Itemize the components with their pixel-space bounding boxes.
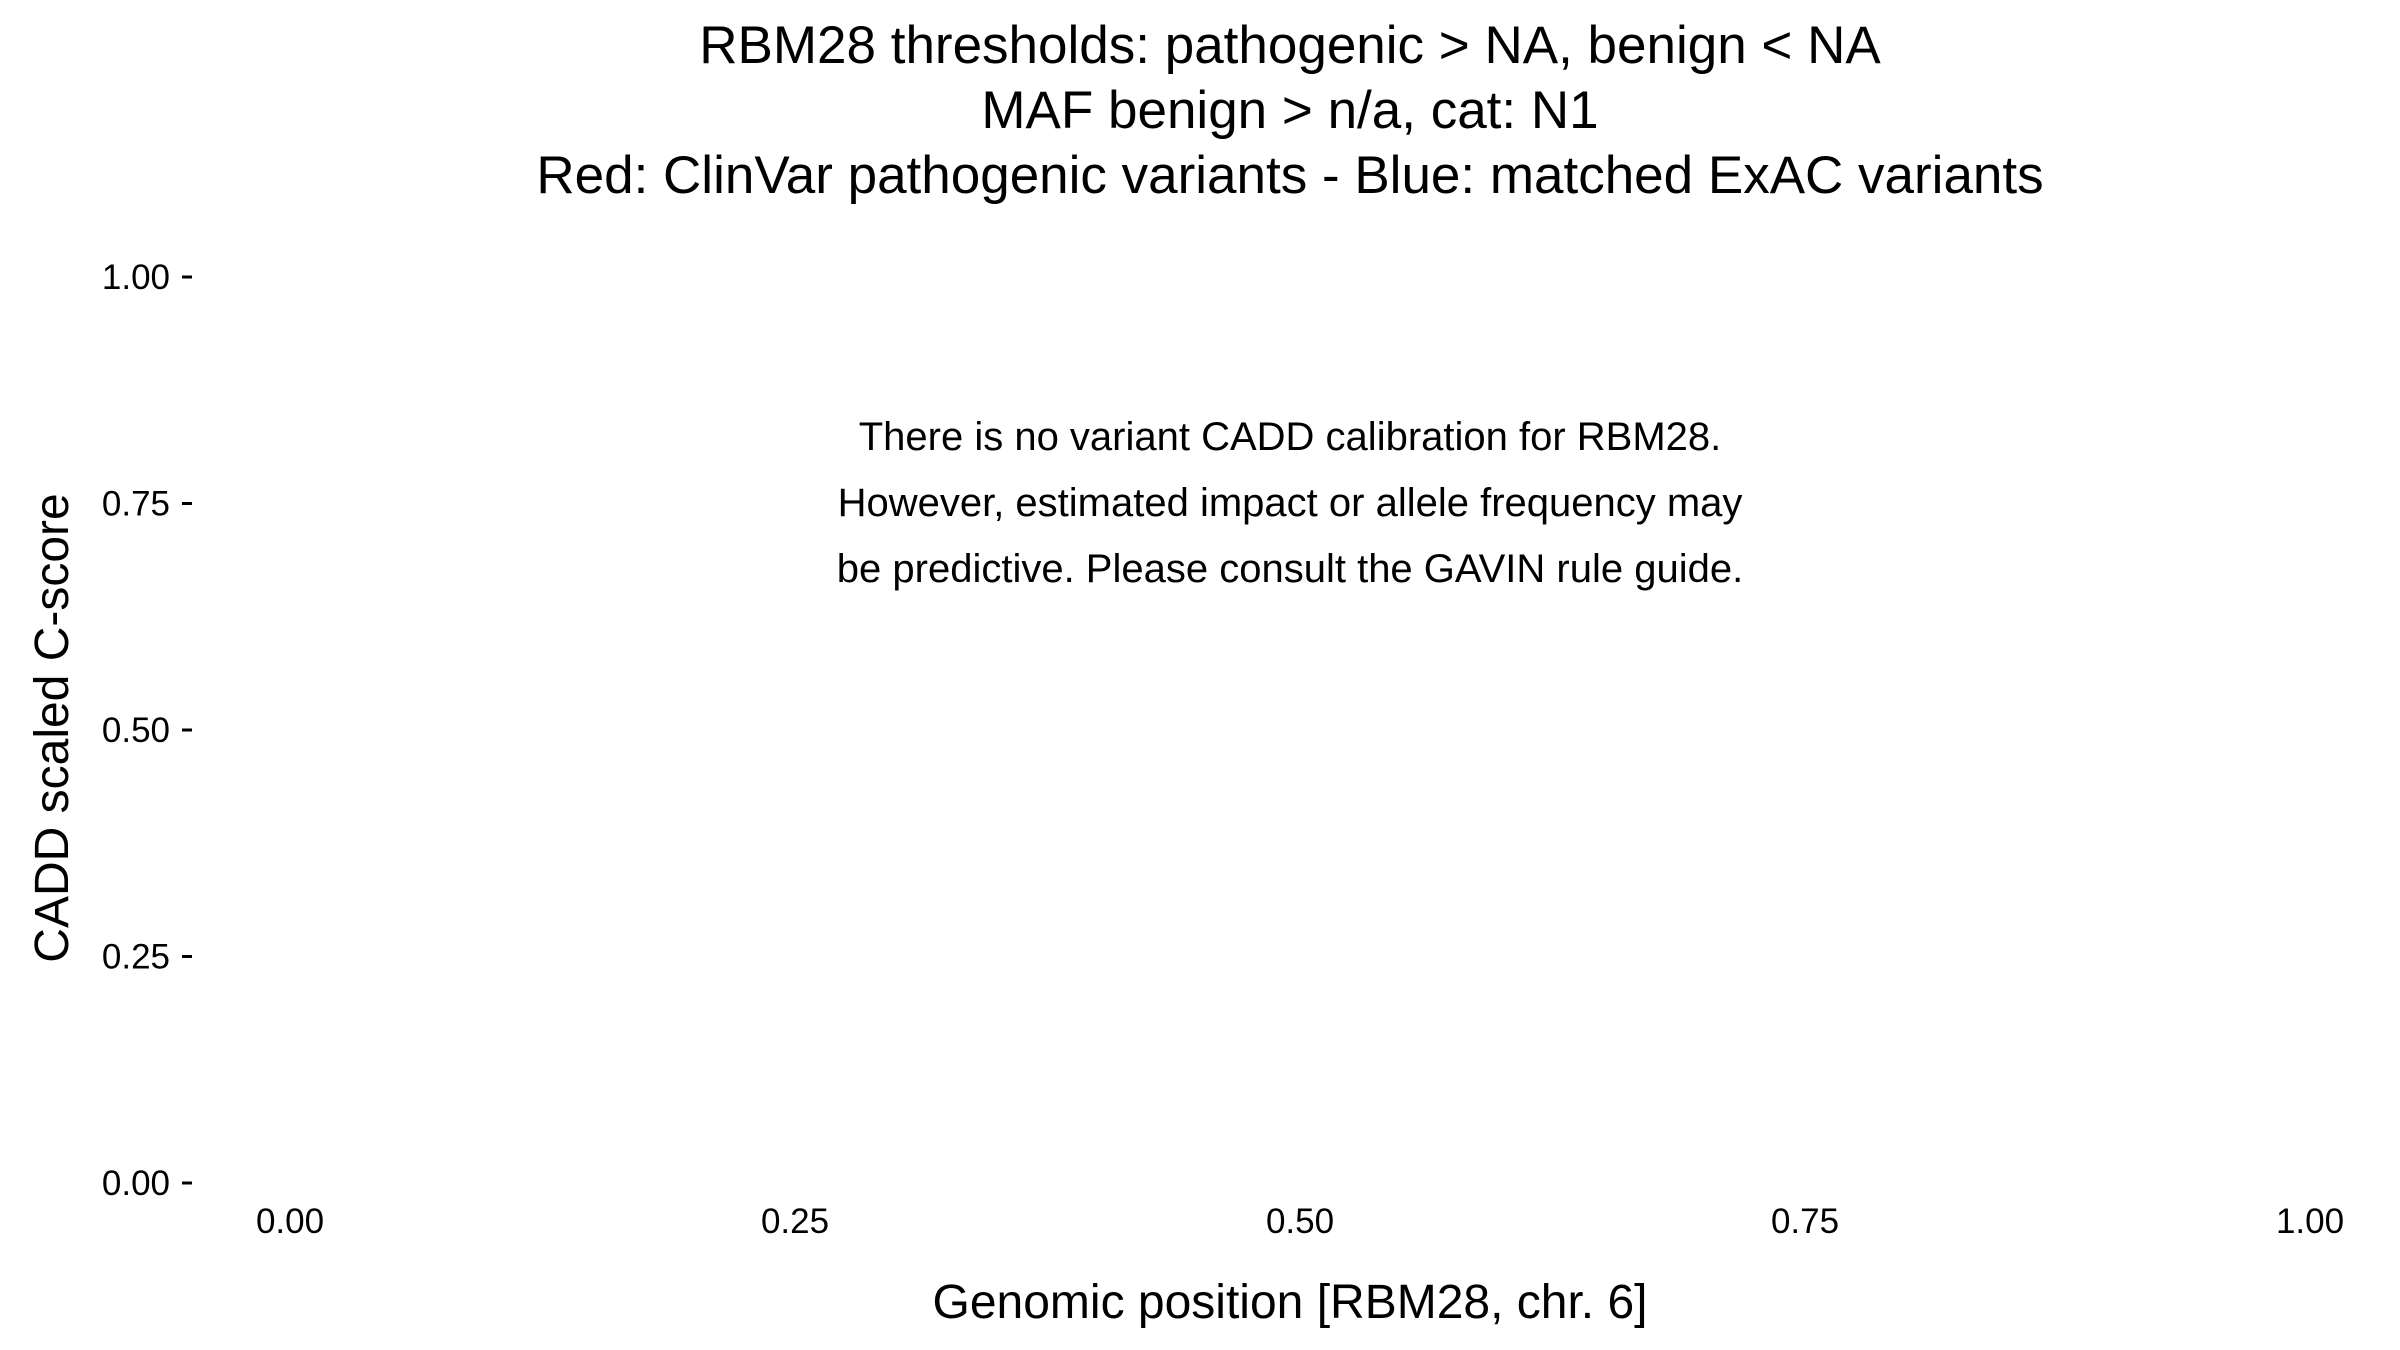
chart-title-line-3: Red: ClinVar pathogenic variants - Blue: matched ExAC variants [536, 146, 2044, 205]
x-tick-label: 0.75 [1770, 1202, 1840, 1241]
annotation-line-3: be predictive. Please consult the GAVIN rule guide. [836, 547, 1744, 591]
annotation-line-2: However, estimated impact or allele frequency may [837, 481, 1743, 525]
y-tick-label: 0.50 [101, 711, 170, 750]
y-tick-label: 0.75 [101, 484, 170, 524]
plot-area [102, 258, 2344, 1241]
y-tick-label: 0.00 [101, 1164, 170, 1203]
chart-title-line-1: RBM28 thresholds: pathogenic > NA, benign < NA [699, 16, 1881, 75]
y-tick-label: 0.25 [101, 937, 170, 977]
x-axis-ticks [256, 1202, 2344, 1241]
x-axis-title: Genomic position [RBM28, chr. 6] [932, 1276, 1648, 1329]
annotation-line-1: There is no variant CADD calibration for RBM28. [858, 415, 1722, 459]
annotation [837, 415, 1743, 591]
y-axis-ticks [102, 258, 192, 1203]
y-tick-label: 1.00 [101, 258, 170, 297]
chart-title [536, 16, 2043, 205]
x-tick-label: 0.50 [1265, 1202, 1335, 1241]
x-tick-label: 0.25 [760, 1202, 830, 1241]
x-tick-label: 1.00 [2275, 1202, 2345, 1241]
chart-title-line-2: MAF benign > n/a, cat: N1 [981, 81, 1599, 140]
y-axis-title: CADD scaled C-score [26, 493, 79, 963]
x-tick-label: 0.00 [255, 1202, 325, 1241]
